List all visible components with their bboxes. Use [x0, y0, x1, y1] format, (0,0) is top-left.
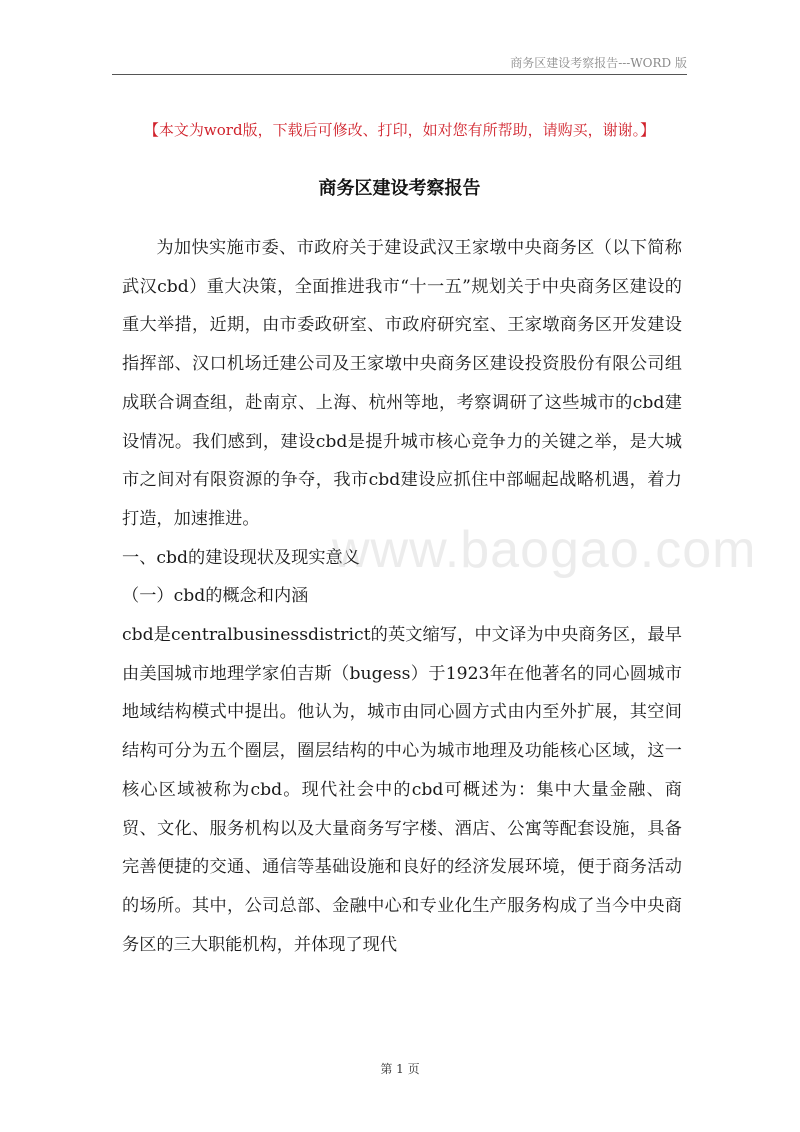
purchase-notice: 【本文为word版，下载后可修改、打印，如对您有所帮助，请购买，谢谢。】 — [143, 121, 656, 139]
document-body — [122, 229, 682, 964]
body-paragraph: cbd是centralbusinessdistrict的英文缩写，中文译为中央商务区，最早由美国城市地理学家伯吉斯（bugess）于1923年在他著名的同心圆城市地域结构模式中提出。他认为，城市由同心圆方式由内至外扩展，其空间结构可分为五个圈层，圈层结构的中心为城市地理及功能核心区域，这一核心区域被称为cbd。现代社会中的cbd可概述为：集中大量金融、商贸、文化、服务机构以及大量商务写字楼、酒店、公寓等配套设施，具备完善便捷的交通、通信等基础设施和良好的经济发展环境，便于商务活动的场所。其中，公司总部、金融中心和专业化生产服务构成了当今中央商务区的三大职能机构，并体现了现代 — [122, 625, 682, 955]
subsection-heading: （一）cbd的概念和内涵 — [122, 586, 309, 607]
header-divider — [112, 74, 687, 75]
section-heading: 一、cbd的建设现状及现实意义 — [122, 547, 360, 568]
page-number: 第 1 页 — [380, 1062, 420, 1076]
watermark: www.baogao.com — [332, 521, 757, 579]
running-header: 商务区建设考察报告---WORD 版 — [510, 56, 687, 70]
document-title: 商务区建设考察报告 — [318, 178, 481, 199]
intro-paragraph: 为加快实施市委、市政府关于建设武汉王家墩中央商务区（以下简称武汉cbd）重大决策，全面推进我市“十一五”规划关于中央商务区建设的重大举措，近期，由市委政研室、市政府研究室、王家墩商务区开发建设指挥部、汉口机场迁建公司及王家墩中央商务区建设投资股份有限公司组成联合调查组，赴南京、上海、杭州等地，考察调研了这些城市的cbd建设情况。我们感到，建设cbd是提升城市核心竞争力的关键之举，是大城市之间对有限资源的争夺，我市cbd建设应抓住中部崛起战略机遇，着力打造，加速推进。 — [122, 238, 682, 529]
